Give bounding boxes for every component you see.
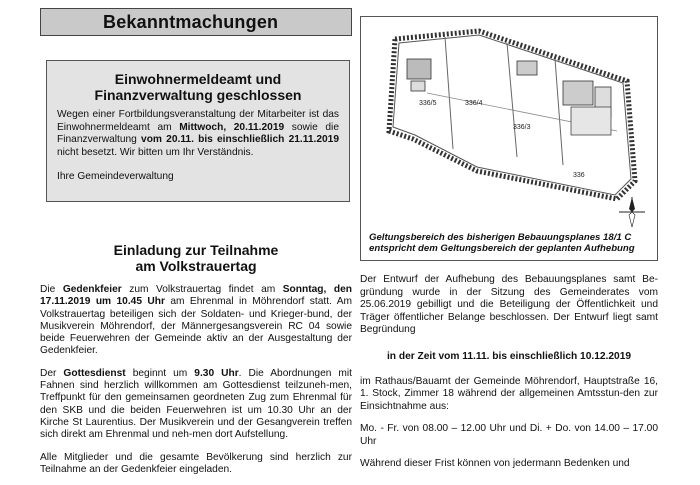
- building: [411, 81, 425, 91]
- map-caption-line1: Geltungsbereich des bisherigen Bebauungsplanes 18/1 C: [369, 232, 632, 243]
- invitation-title-line1: Einladung zur Teilnahme: [113, 242, 279, 258]
- notice-title-line1: Einwohnermeldeamt und: [114, 71, 282, 87]
- notice-text-a: Wegen einer Fortbildungsveranstaltung der Mitarbeiter ist das Einwohnermeldeamt am: [57, 109, 339, 133]
- site-plan-map: [367, 21, 653, 233]
- p2-text-b: beginnt um: [125, 367, 195, 379]
- parcel-label-3365: 336/5: [419, 100, 437, 107]
- notice-period-bold: vom 20.11. bis einschließlich 21.11.2019: [141, 134, 339, 145]
- announcement-paragraph-2: im Rathaus/Bauamt der Gemeinde Möhrendorf, Hauptstraße 16, 1. Stock, Zimmer 18 während der allgemeinen Amtsstun-den zur Einsichtnahme aus:: [360, 375, 658, 412]
- parcel-line: [445, 37, 453, 149]
- invitation-title: [40, 242, 352, 274]
- display-period: in der Zeit vom 11.11. bis einschließlich 10.12.2019: [386, 350, 632, 362]
- announcement-paragraph-4: Während dieser Frist können von jedermann Bedenken und: [360, 458, 630, 469]
- p2-time-bold: 9.30 Uhr: [194, 367, 239, 379]
- invitation-paragraph-1: [40, 284, 352, 358]
- building: [563, 81, 593, 105]
- notice-text-e: nicht besetzt. Wir bitten um Ihr Verständnis.: [57, 146, 254, 158]
- section-header: [40, 8, 352, 36]
- notice-signature: Ihre Gemeindeverwaltung: [57, 171, 174, 182]
- office-hours: Mo. - Fr. von 08.00 – 12.00 Uhr und Di. + Do. von 14.00 – 17.00 Uhr: [360, 423, 658, 447]
- invitation-paragraph-2: [40, 368, 352, 442]
- section-header-title: Bekanntmachungen: [103, 11, 279, 32]
- notice-text: [57, 109, 339, 159]
- invitation-title-line2: am Volkstrauertag: [135, 258, 257, 274]
- parcel-line: [507, 43, 517, 157]
- map-caption: [369, 232, 649, 254]
- p1-date-bold: Sonntag, den 17.11.2019 um 10.45 Uhr: [40, 284, 352, 308]
- p1-text-b: zum Volkstrauertag findet am: [121, 284, 283, 295]
- notice-title-line2: Finanzverwaltung geschlossen: [94, 87, 302, 103]
- announcement-paragraph-1: Der Entwurf der Aufhebung des Bebauungsplanes samt Be-gründung wurde in der Sitzung des Gemeinderates vom 25.06.2019 gebilligt und die Beteiligung der Öffentlichkeit und Träger öffentlicher Belange beschlossen. Der Entwurf liegt samt Begründung: [360, 274, 658, 335]
- north-arrow-icon: [617, 195, 647, 229]
- p1-prefix: Die: [40, 284, 63, 295]
- p2-gottesdienst: Gottesdienst: [63, 367, 126, 379]
- left-column: [40, 8, 352, 476]
- parcel-label-3364: 336/4: [465, 100, 483, 107]
- site-plan-figure: [360, 16, 658, 261]
- announcement-text: [360, 274, 658, 481]
- invitation-paragraph-3: Alle Mitglieder und die gesamte Bevölkerung sind herzlich zur Teilnahme an der Gedenkfeier eingeladen.: [40, 451, 352, 475]
- map-caption-line2: entspricht dem Geltungsbereich der geplanten Aufhebung: [369, 243, 635, 254]
- parcel-line: [555, 59, 563, 165]
- notice-date-bold: Mittwoch, 20.11.2019: [179, 121, 285, 133]
- p1-text-d: am Ehrenmal in Möhrendorf statt. Am Volkstrauertag beteiligen sich der Soldaten- und Krieger-bund, der Musikverein Möhrendorf, der Männergesangsverein RC 04 sowie beide Feuerwehren der Gemeinde aktiv an der Ausgestaltung der Gedenkfeier.: [40, 296, 352, 357]
- building: [407, 59, 431, 79]
- building: [571, 107, 611, 135]
- notice-text-c: sowie die Finanzverwaltung: [57, 121, 339, 145]
- parcel-label-3363: 336/3: [513, 124, 531, 131]
- p2-prefix: Der: [40, 367, 64, 379]
- p1-gedenkfeier: Gedenkfeier: [62, 284, 122, 295]
- parcel-label-336: 336: [573, 172, 585, 179]
- closure-notice: [46, 60, 350, 202]
- building: [517, 61, 537, 75]
- notice-title: [57, 71, 339, 103]
- p2-text-d: . Die Abordnungen mit Fahnen sind herzlich willkommen am Gottesdienst teilzuneh-men, Treffpunkt für den gemeinsamen geordneten Zug zum Ehrenmal für den SKB und die beiden Feuerwehren ist um 10.30 Uhr an der Kirche St Laurentius. Der Musikverein und der Gesangverein treffen sich direkt am Ehrenmal und neh-men dort Aufstellung.: [40, 367, 352, 441]
